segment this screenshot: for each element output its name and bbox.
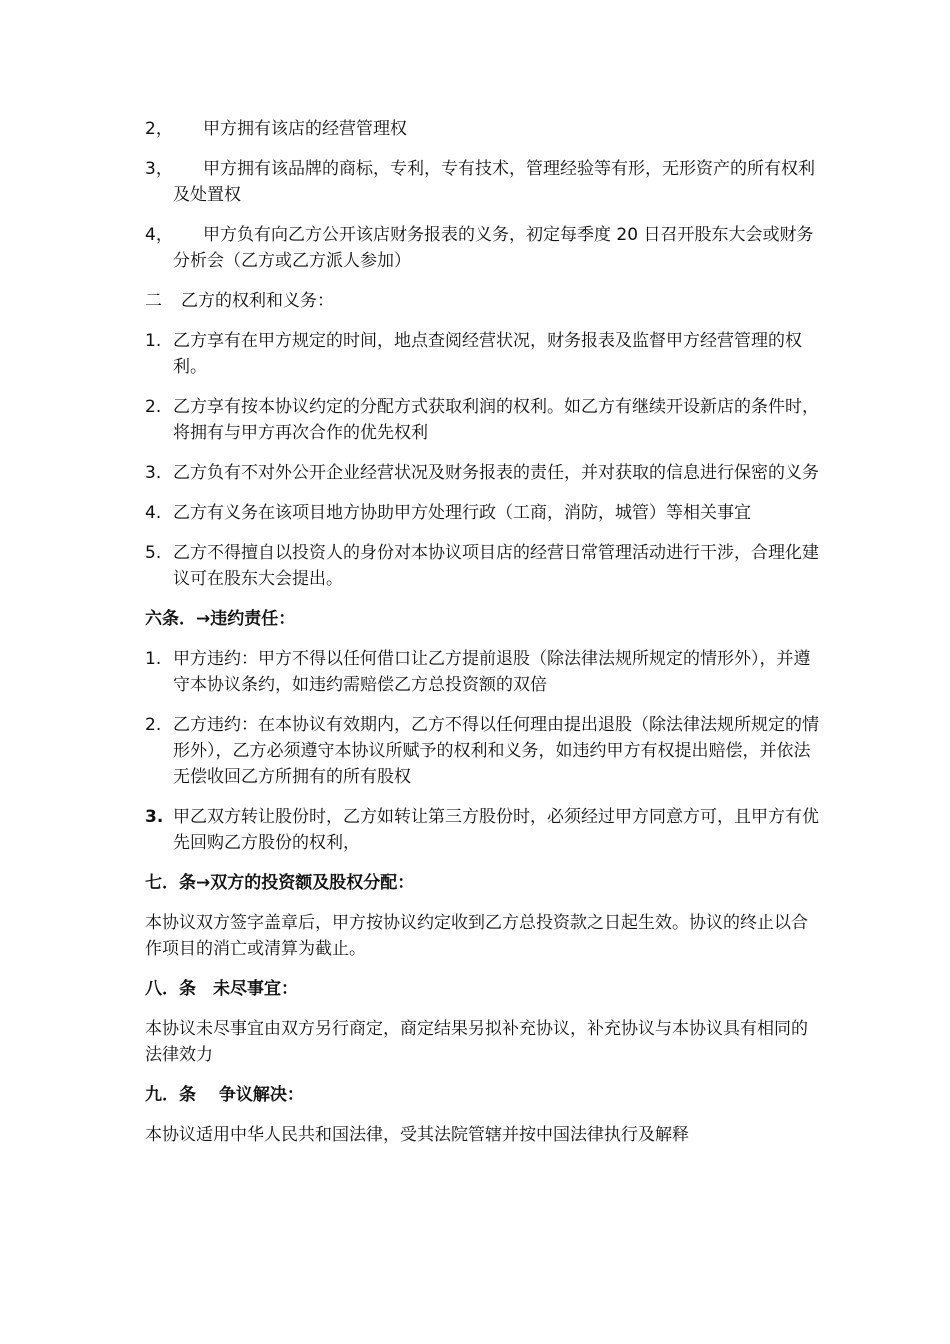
- article-8-text: 本协议未尽事宜由双方另行商定，商定结果另拟补充协议，补充协议与本协议具有相同的法律效力: [145, 1019, 808, 1065]
- item-text: 乙方有义务在该项目地方协助甲方处理行政（工商，消防，城管）等相关事宜: [173, 503, 751, 523]
- item-number: 5.: [145, 543, 162, 563]
- item-number: 4，: [145, 225, 173, 245]
- item-number: 3.: [145, 807, 164, 827]
- article-9-text: 本协议适用中华人民共和国法律，受其法院管辖并按中国法律执行及解释: [145, 1125, 689, 1145]
- section-title: 乙方的权利和义务：: [181, 291, 334, 311]
- item-text: 乙方享有在甲方规定的时间，地点查阅经营状况，财务报表及监督甲方经营管理的权利。: [173, 331, 802, 377]
- item-text: 甲方拥有该品牌的商标，专利，专有技术，管理经验等有形，无形资产的所有权利及处置权: [173, 159, 815, 205]
- item-text: 乙方不得擅自以投资人的身份对本协议项目店的经营日常管理活动进行干涉，合理化建议可在股东大会提出。: [173, 543, 819, 589]
- item-number: 3，: [145, 159, 173, 179]
- article-6-item-2: [145, 712, 820, 790]
- partyB-item-3: [145, 460, 820, 486]
- article-7-heading: 七．条→双方的投资额及股权分配：: [145, 873, 415, 893]
- item-text: 甲方负有向乙方公开该店财务报表的义务，初定每季度 20 日召开股东大会或财务分析会（乙方或乙方派人参加）: [173, 225, 814, 271]
- article-6-heading: 六条．→违约责任：: [145, 609, 296, 629]
- partyA-item-3: [145, 156, 820, 208]
- article-6-item-3: [145, 804, 820, 856]
- partyB-item-1: [145, 328, 820, 380]
- section-number: 二: [145, 291, 162, 311]
- item-text: 甲方拥有该店的经营管理权: [203, 119, 407, 139]
- article-7-text: 本协议双方签字盖章后，甲方按协议约定收到乙方总投资款之日起生效。协议的终止以合作项目的消亡或清算为截止。: [145, 913, 808, 959]
- item-text: 甲方违约：甲方不得以任何借口让乙方提前退股（除法律法规所规定的情形外），并遵守本协议条约，如违约需赔偿乙方总投资额的双倍: [173, 649, 811, 695]
- item-number: 1.: [145, 649, 162, 669]
- item-number: 2.: [145, 397, 162, 417]
- item-text: 乙方违约：在本协议有效期内，乙方不得以任何理由提出退股（除法律法规所规定的情形外），乙方必须遵守本协议所赋予的权利和义务，如违约甲方有权提出赔偿，并依法无偿收回乙方所拥有的所有股权: [173, 715, 819, 787]
- article-9-heading: 九．条 争议解决：: [145, 1085, 304, 1105]
- partyA-item-4: [145, 222, 820, 274]
- item-number: 4.: [145, 503, 162, 523]
- partyB-item-2: [145, 394, 820, 446]
- partyB-heading: [145, 288, 820, 314]
- partyA-item-2: [145, 116, 820, 142]
- item-number: 2，: [145, 119, 173, 139]
- item-text: 乙方负有不对外公开企业经营状况及财务报表的责任，并对获取的信息进行保密的义务: [173, 463, 819, 483]
- item-number: 1.: [145, 331, 162, 351]
- partyB-item-4: [145, 500, 820, 526]
- item-text: 甲乙双方转让股份时，乙方如转让第三方股份时，必须经过甲方同意方可，且甲方有优先回购乙方股份的权利，: [173, 807, 819, 853]
- article-8-heading: 八．条 未尽事宜：: [145, 979, 298, 999]
- item-text: 乙方享有按本协议约定的分配方式获取利润的权利。如乙方有继续开设新店的条件时，将拥有与甲方再次合作的优先权利: [173, 397, 819, 443]
- partyB-item-5: [145, 540, 820, 592]
- item-number: 2.: [145, 715, 162, 735]
- item-number: 3.: [145, 463, 162, 483]
- article-6-item-1: [145, 646, 820, 698]
